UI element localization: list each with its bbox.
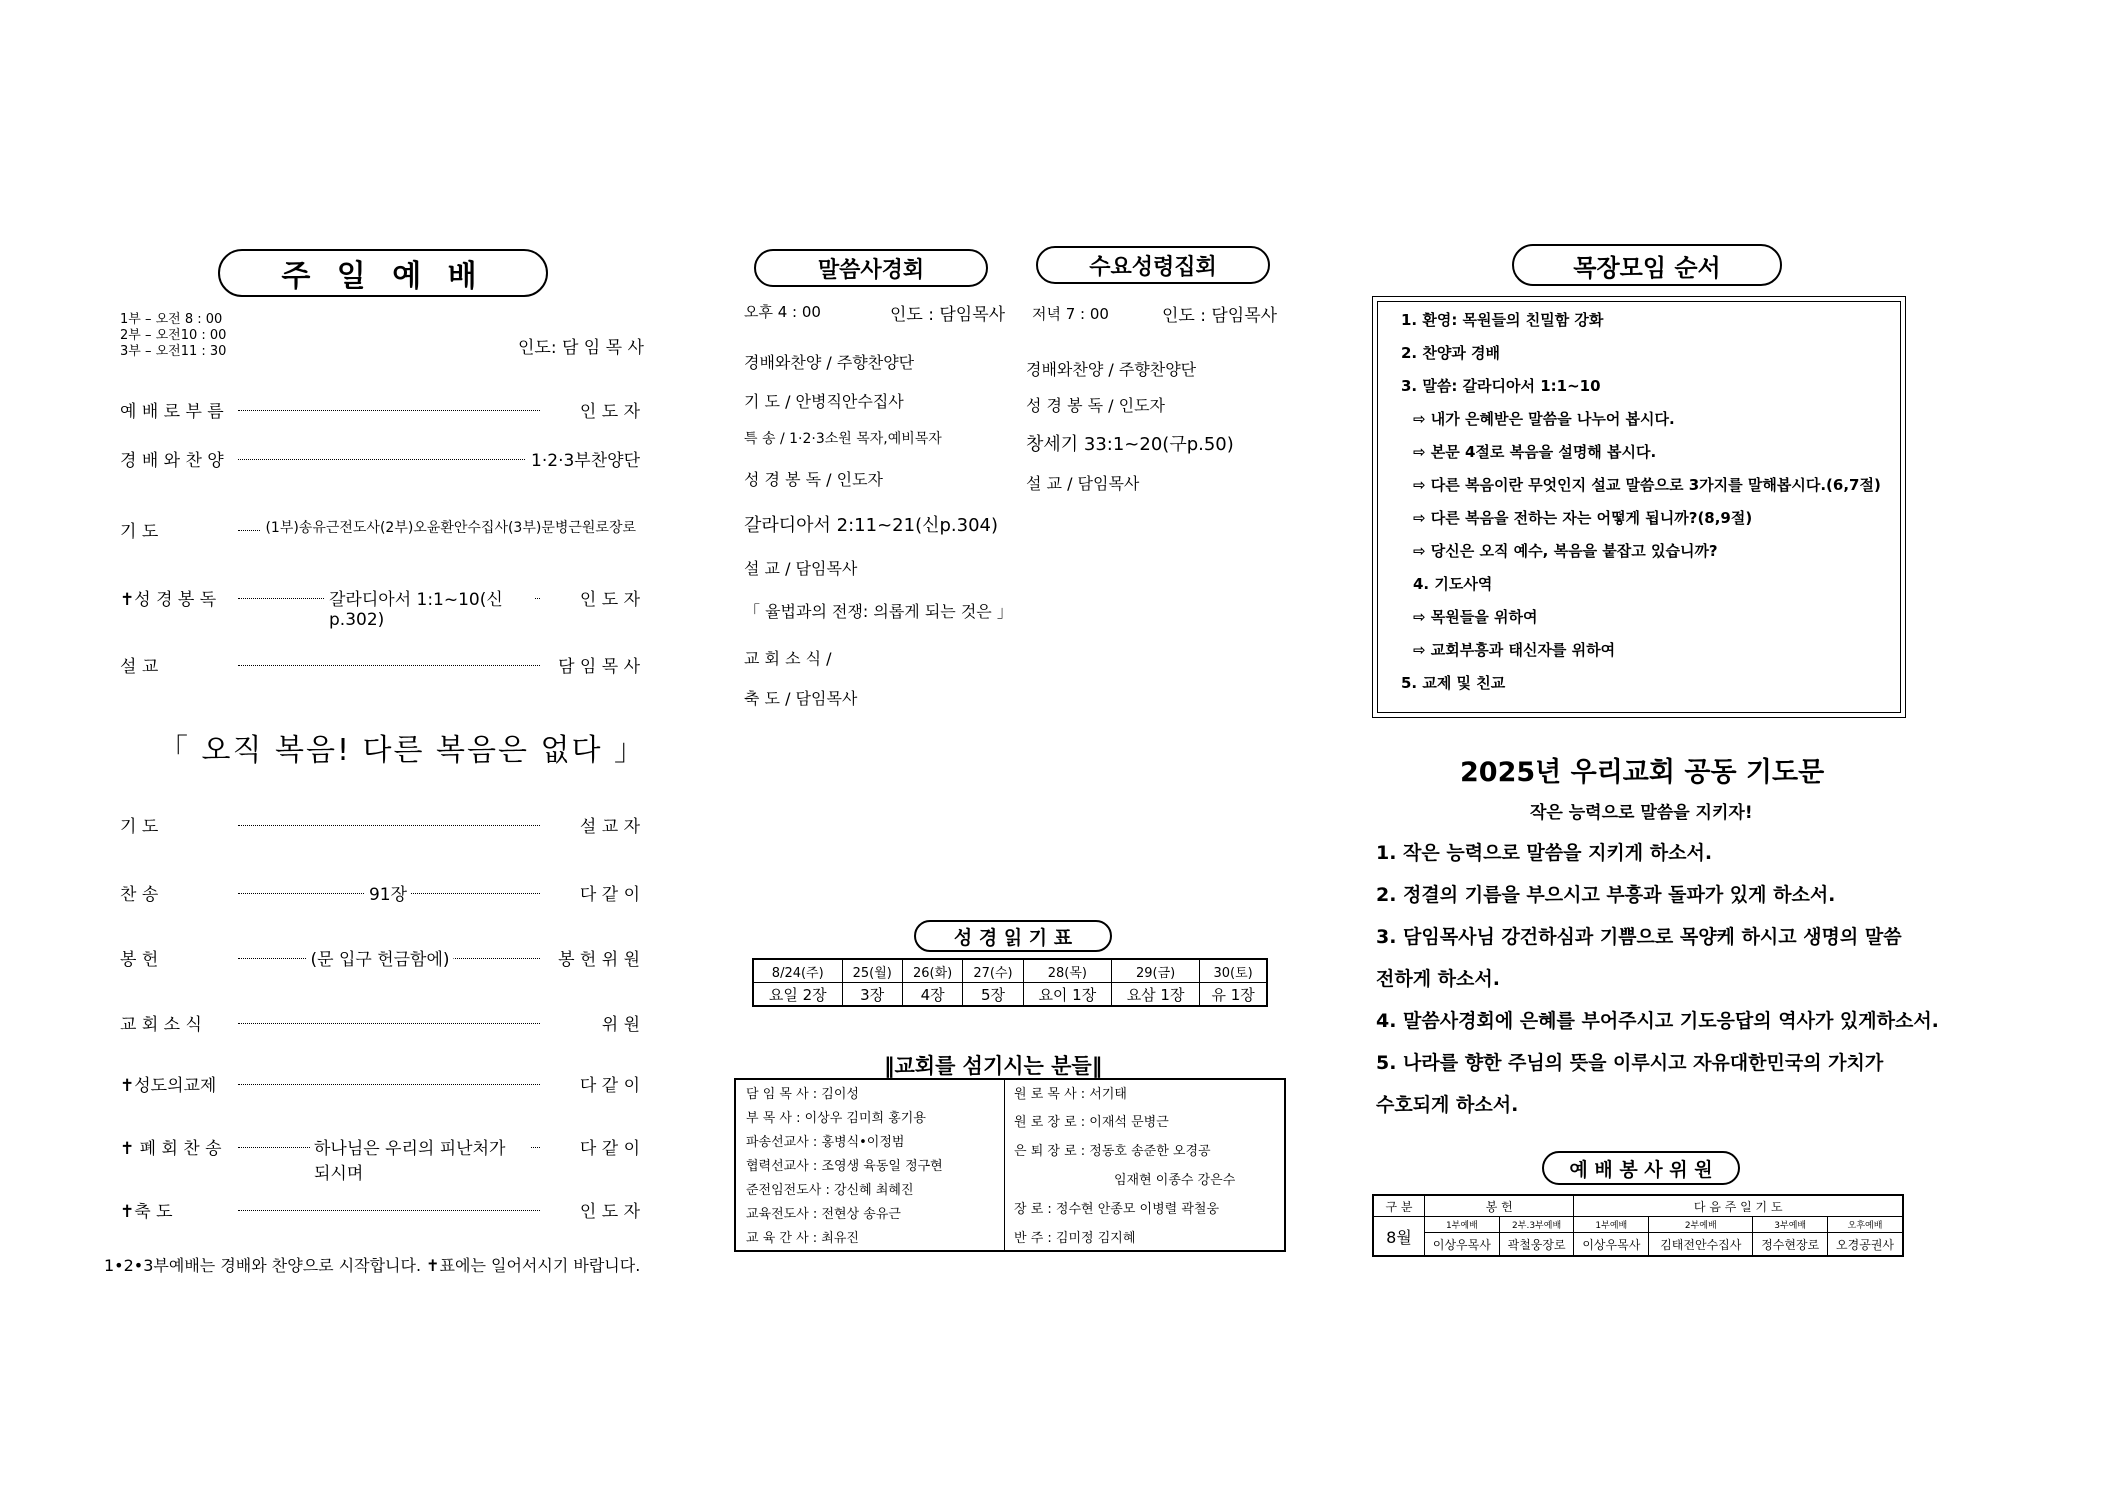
service-name: 곽철웅장로 <box>1499 1233 1574 1257</box>
reading-day: 28(목) <box>1023 959 1111 983</box>
reading-days-row <box>753 959 1267 983</box>
order-right: 봉 헌 위 원 <box>558 950 640 970</box>
service-names-row <box>1373 1233 1903 1257</box>
cell-line: ⇨ 내가 은혜받은 말씀을 나누어 봅시다. <box>1413 410 1675 428</box>
reading-chapters-row <box>753 983 1267 1007</box>
order-item-6 <box>120 812 640 837</box>
closing-hymn: 하나님은 우리의 피난처가 되시며 <box>310 1134 530 1184</box>
wed-title-text: 수요성령집회 <box>1089 254 1217 280</box>
cell-line: 4. 기도사역 <box>1413 575 1493 593</box>
offering-note: (문 입구 헌금함에) <box>306 945 453 970</box>
staff-row <box>1014 1227 1135 1246</box>
wed-leader: 인도 : 담임목사 <box>1162 306 1278 326</box>
staff-names: 임재현 이종수 강은수 <box>1114 1173 1236 1188</box>
cell-line: ⇨ 본문 4절로 복음을 설명해 봅시다. <box>1413 443 1657 461</box>
prayer-assignments: (1부)송유근전도사(2부)오윤환안수집사(3부)문병근원로장로 <box>261 517 640 537</box>
sunday-title <box>218 249 548 297</box>
order-label: ✝성 경 봉 독 <box>120 590 217 610</box>
word-sermon: 「 율법과의 전쟁: 의롭게 되는 것은 」 <box>744 602 1013 621</box>
staff-row <box>746 1203 901 1222</box>
order-label: 설 교 <box>120 657 159 677</box>
prayer-title: 2025년 우리교회 공동 기도문 <box>1460 757 1825 788</box>
reading-chapter: 5장 <box>963 983 1023 1007</box>
word-line: 설 교 / 담임목사 <box>744 559 858 578</box>
reading-table <box>752 958 1268 1007</box>
staff-names: 서기태 <box>1089 1087 1127 1102</box>
order-label: 경 배 와 찬 양 <box>120 451 224 471</box>
wed-line: 설 교 / 담임목사 <box>1026 474 1140 493</box>
staff-row <box>746 1155 943 1174</box>
word-line: 특 송 / 1·2·3소원 목자,예비목자 <box>744 431 942 447</box>
prayer-line: 4. 말씀사경회에 은혜를 부어주시고 기도응답의 역사가 있게하소서. <box>1376 1010 1939 1032</box>
staff-divider <box>1004 1080 1005 1250</box>
word-title <box>754 249 988 287</box>
order-right: 인 도 자 <box>579 402 640 422</box>
staff-names: 전현상 송유근 <box>821 1207 901 1222</box>
word-line: 교 회 소 식 / <box>744 649 832 668</box>
footnote: 1•2•3부예배는 경배와 찬양으로 시작합니다. ✝표에는 일어서시기 바랍니다. <box>104 1256 641 1275</box>
service-sub: 2부예배 <box>1649 1217 1753 1233</box>
cell-line: 5. 교제 및 친교 <box>1401 674 1506 692</box>
scripture-ref: 갈라디아서 1:1~10(신p.302) <box>325 585 535 630</box>
prayer-line: 2. 정결의 기름을 부으시고 부흥과 돌파가 있게 하소서. <box>1376 884 1836 906</box>
staff-names: 이상우 김미희 홍기용 <box>804 1111 926 1126</box>
order-label: 봉 헌 <box>120 950 159 970</box>
staff-role: 원 로 목 사 : <box>1014 1087 1086 1102</box>
order-label: ✝ 폐 회 찬 송 <box>120 1139 222 1159</box>
order-right: 1·2·3부찬양단 <box>531 451 640 471</box>
cell-box <box>1372 296 1906 718</box>
staff-names: 정동호 송준한 오경공 <box>1089 1144 1211 1159</box>
service-month: 8월 <box>1373 1217 1425 1257</box>
staff-row <box>746 1179 914 1198</box>
staff-names: 홍병식•이정범 <box>821 1135 905 1150</box>
service-name: 정수현장로 <box>1753 1233 1828 1257</box>
cell-line: ⇨ 교회부흥과 태신자를 위하여 <box>1413 641 1616 659</box>
staff-row <box>1014 1169 1235 1188</box>
order-item-8 <box>120 945 640 970</box>
order-label: ✝성도의교제 <box>120 1076 217 1096</box>
staff-role: 교육전도사 : <box>746 1207 818 1222</box>
word-line: 경배와찬양 / 주향찬양단 <box>744 353 915 372</box>
staff-role: 반 주 : <box>1014 1231 1052 1246</box>
reading-title <box>914 920 1112 952</box>
service-offering-header: 봉 헌 <box>1425 1195 1574 1217</box>
service-table <box>1372 1194 1904 1257</box>
reading-day: 26(화) <box>902 959 962 983</box>
cell-line: ⇨ 다른 복음을 전하는 자는 어떻게 됩니까?(8,9절) <box>1413 509 1753 527</box>
service-sub: 3부예배 <box>1753 1217 1828 1233</box>
staff-title: ‖교회를 섬기시는 분들‖ <box>884 1054 1103 1078</box>
service-sub: 1부예배 <box>1574 1217 1649 1233</box>
reading-day: 8/24(주) <box>753 959 842 983</box>
cell-line: 1. 환영: 목원들의 친밀함 강화 <box>1401 311 1604 329</box>
staff-row <box>1014 1140 1211 1159</box>
order-right: 다 같 이 <box>579 1076 640 1096</box>
reading-day: 30(토) <box>1200 959 1267 983</box>
reading-chapter: 요이 1장 <box>1023 983 1111 1007</box>
staff-names: 이재석 문병근 <box>1089 1115 1169 1130</box>
order-item-12 <box>120 1197 640 1222</box>
service-sub: 2부.3부예배 <box>1499 1217 1574 1233</box>
staff-row <box>746 1227 859 1246</box>
cell-line: 3. 말씀: 갈라디아서 1:1~10 <box>1401 377 1601 395</box>
staff-role: 원 로 장 로 : <box>1014 1115 1086 1130</box>
staff-names: 김미정 김지혜 <box>1055 1231 1136 1246</box>
cell-line: 2. 찬양과 경배 <box>1401 344 1501 362</box>
order-right: 다 같 이 <box>579 885 640 905</box>
staff-row <box>746 1083 859 1102</box>
reading-day: 29(금) <box>1111 959 1199 983</box>
order-item-11 <box>120 1134 640 1184</box>
reading-day: 27(수) <box>963 959 1023 983</box>
sermon-title: 「 오직 복음! 다른 복음은 없다 」 <box>158 733 647 768</box>
prayer-line: 3. 담임목사님 강건하심과 기쁨으로 목양케 하시고 생명의 말씀 <box>1376 926 1902 948</box>
staff-names: 최유진 <box>821 1231 859 1246</box>
word-title-text: 말씀사경회 <box>817 257 925 283</box>
order-item-3 <box>120 517 640 542</box>
sunday-title-text: 주 일 예 배 <box>281 259 485 294</box>
cell-title <box>1512 244 1782 286</box>
staff-row <box>746 1107 926 1126</box>
staff-role: 준전임전도사 : <box>746 1183 830 1198</box>
cell-line: ⇨ 당신은 오직 예수, 복음을 붙잡고 있습니까? <box>1413 542 1718 560</box>
staff-row <box>1014 1111 1169 1130</box>
staff-row <box>1014 1198 1219 1217</box>
wed-title <box>1036 246 1270 284</box>
service-title-text: 예 배 봉 사 위 원 <box>1569 1158 1713 1181</box>
staff-role: 은 퇴 장 로 : <box>1014 1144 1086 1159</box>
service-gubun-header: 구 분 <box>1373 1195 1425 1217</box>
time-2: 2부 – 오전10 : 00 <box>120 328 227 343</box>
prayer-line: 수호되게 하소서. <box>1376 1094 1519 1116</box>
staff-role: 부 목 사 : <box>746 1111 801 1126</box>
prayer-subtitle: 작은 능력으로 말씀을 지키자! <box>1530 803 1753 823</box>
hymn-number: 91장 <box>365 880 411 905</box>
service-sub-row <box>1373 1217 1903 1233</box>
order-item-1 <box>120 397 640 422</box>
order-item-9 <box>120 1010 640 1035</box>
order-item-4 <box>120 585 640 630</box>
reading-title-text: 성 경 읽 기 표 <box>953 926 1073 949</box>
cell-line: ⇨ 목원들을 위하여 <box>1413 608 1538 626</box>
service-header-row <box>1373 1195 1903 1217</box>
order-label: 찬 송 <box>120 885 159 905</box>
service-name: 오경공권사 <box>1828 1233 1903 1257</box>
order-right: 설 교 자 <box>579 817 640 837</box>
staff-role: 교 육 간 사 : <box>746 1231 818 1246</box>
word-time: 오후 4 : 00 <box>744 303 821 321</box>
staff-row <box>746 1131 904 1150</box>
wed-time: 저녁 7 : 00 <box>1032 305 1109 323</box>
staff-role: 파송선교사 : <box>746 1135 818 1150</box>
order-right: 인 도 자 <box>579 1202 640 1222</box>
staff-box <box>734 1078 1286 1252</box>
order-right: 인 도 자 <box>579 590 640 610</box>
order-right: 담 임 목 사 <box>558 657 640 677</box>
word-leader: 인도 : 담임목사 <box>890 305 1006 325</box>
word-line: 갈라디아서 2:11~21(신p.304) <box>744 515 999 536</box>
service-times <box>120 312 226 360</box>
cell-line: ⇨ 다른 복음이란 무엇인지 설교 말씀으로 3가지를 말해봅시다.(6,7절) <box>1413 476 1881 494</box>
prayer-line: 전하게 하소서. <box>1376 968 1500 990</box>
order-label: 교 회 소 식 <box>120 1015 202 1035</box>
staff-names: 정수현 안종모 이병렬 곽철웅 <box>1055 1202 1219 1217</box>
staff-row <box>1014 1083 1127 1102</box>
wed-line: 성 경 봉 독 / 인도자 <box>1026 396 1166 415</box>
order-label: ✝축 도 <box>120 1202 173 1222</box>
reading-chapter: 요일 2장 <box>753 983 842 1007</box>
sunday-leader: 인도: 담 임 목 사 <box>518 338 644 358</box>
staff-names: 김이성 <box>821 1087 859 1102</box>
reading-chapter: 4장 <box>902 983 962 1007</box>
service-next-header: 다 음 주 일 기 도 <box>1574 1195 1903 1217</box>
staff-names: 강신혜 최혜진 <box>834 1183 914 1198</box>
time-3: 3부 – 오전11 : 30 <box>120 344 227 359</box>
reading-day: 25(월) <box>842 959 902 983</box>
reading-chapter: 3장 <box>842 983 902 1007</box>
word-line: 기 도 / 안병직안수집사 <box>744 392 904 411</box>
reading-chapter: 유 1장 <box>1200 983 1267 1007</box>
prayer-line: 1. 작은 능력으로 말씀을 지키게 하소서. <box>1376 842 1713 864</box>
cell-title-text: 목장모임 순서 <box>1573 253 1721 282</box>
word-line: 축 도 / 담임목사 <box>744 689 858 708</box>
service-name: 이상우목사 <box>1425 1233 1500 1257</box>
order-right: 위 원 <box>601 1015 640 1035</box>
staff-names: 조영생 육동일 정구현 <box>821 1159 943 1174</box>
order-item-10 <box>120 1071 640 1096</box>
time-1: 1부 – 오전 8 : 00 <box>120 312 223 327</box>
staff-role: 담 임 목 사 : <box>746 1087 818 1102</box>
order-item-5 <box>120 652 640 677</box>
service-sub: 오후예배 <box>1828 1217 1903 1233</box>
word-line: 성 경 봉 독 / 인도자 <box>744 470 884 489</box>
service-sub: 1부예배 <box>1425 1217 1500 1233</box>
staff-role: 협력선교사 : <box>746 1159 818 1174</box>
reading-chapter: 요삼 1장 <box>1111 983 1199 1007</box>
service-name: 김태전안수집사 <box>1649 1233 1753 1257</box>
order-item-7 <box>120 880 640 905</box>
service-name: 이상우목사 <box>1574 1233 1649 1257</box>
order-label: 기 도 <box>120 817 159 837</box>
order-label: 기 도 <box>120 522 159 542</box>
order-label: 예 배 로 부 름 <box>120 402 224 422</box>
wed-line: 경배와찬양 / 주향찬양단 <box>1026 360 1197 379</box>
wed-line: 창세기 33:1~20(구p.50) <box>1026 434 1234 455</box>
order-item-2 <box>120 446 640 471</box>
staff-role: 장 로 : <box>1014 1202 1052 1217</box>
prayer-line: 5. 나라를 향한 주님의 뜻을 이루시고 자유대한민국의 가치가 <box>1376 1052 1884 1074</box>
order-right: 다 같 이 <box>579 1139 640 1159</box>
service-title <box>1542 1151 1740 1185</box>
